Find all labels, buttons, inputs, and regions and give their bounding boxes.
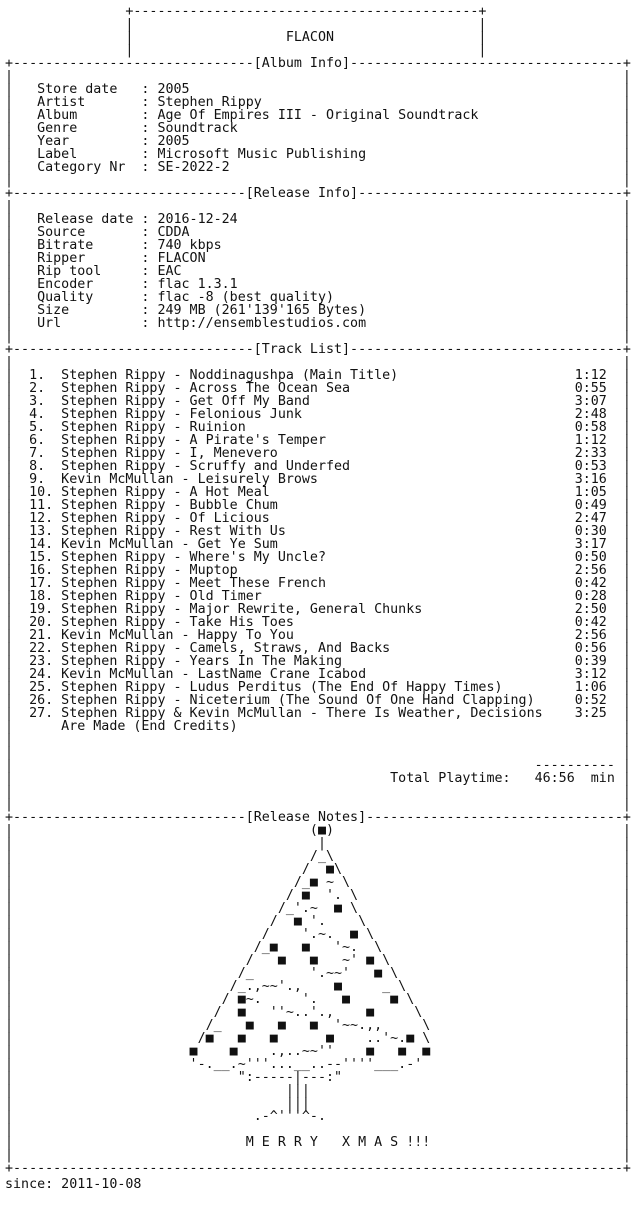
nfo-line: | | <box>5 1148 631 1163</box>
nfo-line: | 10. Stephen Rippy - A Hot Meal 1:05 | <box>5 485 631 500</box>
nfo-line: | / ■ '. \ | <box>5 888 631 903</box>
nfo-line: | /_ ■ ■ ■ '~~.,, \ | <box>5 1018 631 1033</box>
nfo-line: | | <box>5 329 631 344</box>
nfo-line: | 15. Stephen Rippy - Where's My Uncle? 0:50 | <box>5 550 631 565</box>
nfo-line: | | <box>5 17 487 32</box>
nfo-line: | Bitrate : 740 kbps | <box>5 238 631 253</box>
nfo-line: | 26. Stephen Rippy - Niceterium (The Sound Of One Hand Clapping) 0:52 | <box>5 693 631 708</box>
nfo-line: | /■ ■ ■ ■ ..'~.■ \ | <box>5 1031 631 1046</box>
nfo-line: | / '.~. ■ \ | <box>5 927 631 942</box>
nfo-line: | 9. Kevin McMullan - Leisurely Brows 3:16 | <box>5 472 631 487</box>
nfo-line: | 17. Stephen Rippy - Meet These French 0:42 | <box>5 576 631 591</box>
nfo-line: | | <box>5 199 631 214</box>
nfo-line: +-------------------------------------------+ <box>5 4 487 19</box>
nfo-line: | | | <box>5 836 631 851</box>
nfo-line: | 24. Kevin McMullan - LastName Crane Icabod 3:12 | <box>5 667 631 682</box>
nfo-line: | FLACON | <box>5 30 487 45</box>
nfo-line: | /_'.~ ■ \ | <box>5 901 631 916</box>
nfo-line: | 21. Kevin McMullan - Happy To You 2:56 | <box>5 628 631 643</box>
nfo-line: | 5. Stephen Rippy - Ruinion 0:58 | <box>5 420 631 435</box>
nfo-line: | 18. Stephen Rippy - Old Timer 0:28 | <box>5 589 631 604</box>
nfo-line: | / ■ '. \ | <box>5 914 631 929</box>
nfo-line: | / ■ ■ ~' ■ \ | <box>5 953 631 968</box>
since-footer: since: 2011-10-08 <box>5 1177 142 1192</box>
nfo-line: | 3. Stephen Rippy - Get Off My Band 3:07 | <box>5 394 631 409</box>
nfo-line: | | <box>5 1122 631 1137</box>
nfo-line: | | <box>5 69 631 84</box>
nfo-line: | 16. Stephen Rippy - Muptop 2:56 | <box>5 563 631 578</box>
nfo-line: | ":-----|---:" | <box>5 1070 631 1085</box>
nfo-line: | Genre : Soundtrack | <box>5 121 631 136</box>
nfo-line: | Encoder : flac 1.3.1 | <box>5 277 631 292</box>
nfo-line: | 11. Stephen Rippy - Bubble Chum 0:49 | <box>5 498 631 513</box>
nfo-line: +------------------------------[Album Info]----------------------------------+ <box>5 56 631 71</box>
nfo-line: +-----------------------------[Release Notes]--------------------------------+ <box>5 810 631 825</box>
nfo-line: | 20. Stephen Rippy - Take His Toes 0:42 | <box>5 615 631 630</box>
nfo-line: | /_\ | <box>5 849 631 864</box>
nfo-line: | /_ '.~~' ■ \ | <box>5 966 631 981</box>
nfo-line: | Quality : flac -8 (best quality) | <box>5 290 631 305</box>
nfo-line: | 8. Stephen Rippy - Scruffy and Underfed 0:53 | <box>5 459 631 474</box>
nfo-line: | ||| | <box>5 1083 631 1098</box>
nfo-line: | /_.,~~'., ■ _ \ | <box>5 979 631 994</box>
nfo-line: | 2. Stephen Rippy - Across The Ocean Sea 0:55 | <box>5 381 631 396</box>
nfo-line: | Rip tool : EAC | <box>5 264 631 279</box>
nfo-line: | Size : 249 MB (261'139'165 Bytes) | <box>5 303 631 318</box>
nfo-line: | (■) | <box>5 823 631 838</box>
nfo-line: | Year : 2005 | <box>5 134 631 149</box>
nfo-line: | Ripper : FLACON | <box>5 251 631 266</box>
nfo-line: | Source : CDDA | <box>5 225 631 240</box>
nfo-line: | Store date : 2005 | <box>5 82 631 97</box>
nfo-line: | | <box>5 784 631 799</box>
nfo-line: | 12. Stephen Rippy - Of Licious 2:47 | <box>5 511 631 526</box>
nfo-line: | | <box>5 43 487 58</box>
nfo-line: | 1. Stephen Rippy - Noddinagushpa (Main Title) 1:12 | <box>5 368 631 383</box>
nfo-line: | ---------- | <box>5 758 631 773</box>
nfo-line: | Total Playtime: 46:56 min | <box>5 771 631 786</box>
nfo-line: | .-^'''^-. | <box>5 1109 631 1124</box>
nfo-line: +-----------------------------[Release Info]---------------------------------+ <box>5 186 631 201</box>
nfo-line: | /_■ ■ '~. \ | <box>5 940 631 955</box>
nfo-line: | / ■ ''~..'., ■ \ | <box>5 1005 631 1020</box>
nfo-line: | '-.__.~'''...__..--''''___.-' | <box>5 1057 631 1072</box>
nfo-line: | Album : Age Of Empires III - Original Soundtrack | <box>5 108 631 123</box>
nfo-line: | Category Nr : SE-2022-2 | <box>5 160 631 175</box>
nfo-line: | /_■ ~ \ | <box>5 875 631 890</box>
nfo-line: | | <box>5 797 631 812</box>
nfo-line: | ||| | <box>5 1096 631 1111</box>
nfo-line: | / ■\ | <box>5 862 631 877</box>
nfo-line: | ■ ■ .,..~~'' ■ ■ ■ | <box>5 1044 631 1059</box>
nfo-line: | Artist : Stephen Rippy | <box>5 95 631 110</box>
nfo-line: | Release date : 2016-12-24 | <box>5 212 631 227</box>
nfo-line: | 13. Stephen Rippy - Rest With Us 0:30 | <box>5 524 631 539</box>
nfo-line: | Are Made (End Credits) | <box>5 719 631 734</box>
nfo-line: | 19. Stephen Rippy - Major Rewrite, General Chunks 2:50 | <box>5 602 631 617</box>
nfo-line: | 23. Stephen Rippy - Years In The Making 0:39 | <box>5 654 631 669</box>
nfo-line: +------------------------------[Track List]----------------------------------+ <box>5 342 631 357</box>
nfo-line: | 22. Stephen Rippy - Camels, Straws, And Backs 0:56 | <box>5 641 631 656</box>
nfo-line: | | <box>5 355 631 370</box>
nfo-line: | 25. Stephen Rippy - Ludus Perditus (The End Of Happy Times) 1:06 | <box>5 680 631 695</box>
nfo-line: | M E R R Y X M A S !!! | <box>5 1135 631 1150</box>
nfo-line: | | <box>5 745 631 760</box>
nfo-line: | 7. Stephen Rippy - I, Menevero 2:33 | <box>5 446 631 461</box>
nfo-line: +----------------------------------------------------------------------------+ <box>5 1161 631 1176</box>
nfo-line: | Label : Microsoft Music Publishing | <box>5 147 631 162</box>
nfo-line: | 27. Stephen Rippy & Kevin McMullan - There Is Weather, Decisions 3:25 | <box>5 706 631 721</box>
nfo-line: | 6. Stephen Rippy - A Pirate's Temper 1:12 | <box>5 433 631 448</box>
nfo-line: | 4. Stephen Rippy - Felonious Junk 2:48 | <box>5 407 631 422</box>
nfo-line: | | <box>5 732 631 747</box>
nfo-line: | 14. Kevin McMullan - Get Ye Sum 3:17 | <box>5 537 631 552</box>
nfo-line: | | <box>5 173 631 188</box>
nfo-line: | Url : http://ensemblestudios.com | <box>5 316 631 331</box>
nfo-line: | / ■~. '. ■ ■ \ | <box>5 992 631 1007</box>
